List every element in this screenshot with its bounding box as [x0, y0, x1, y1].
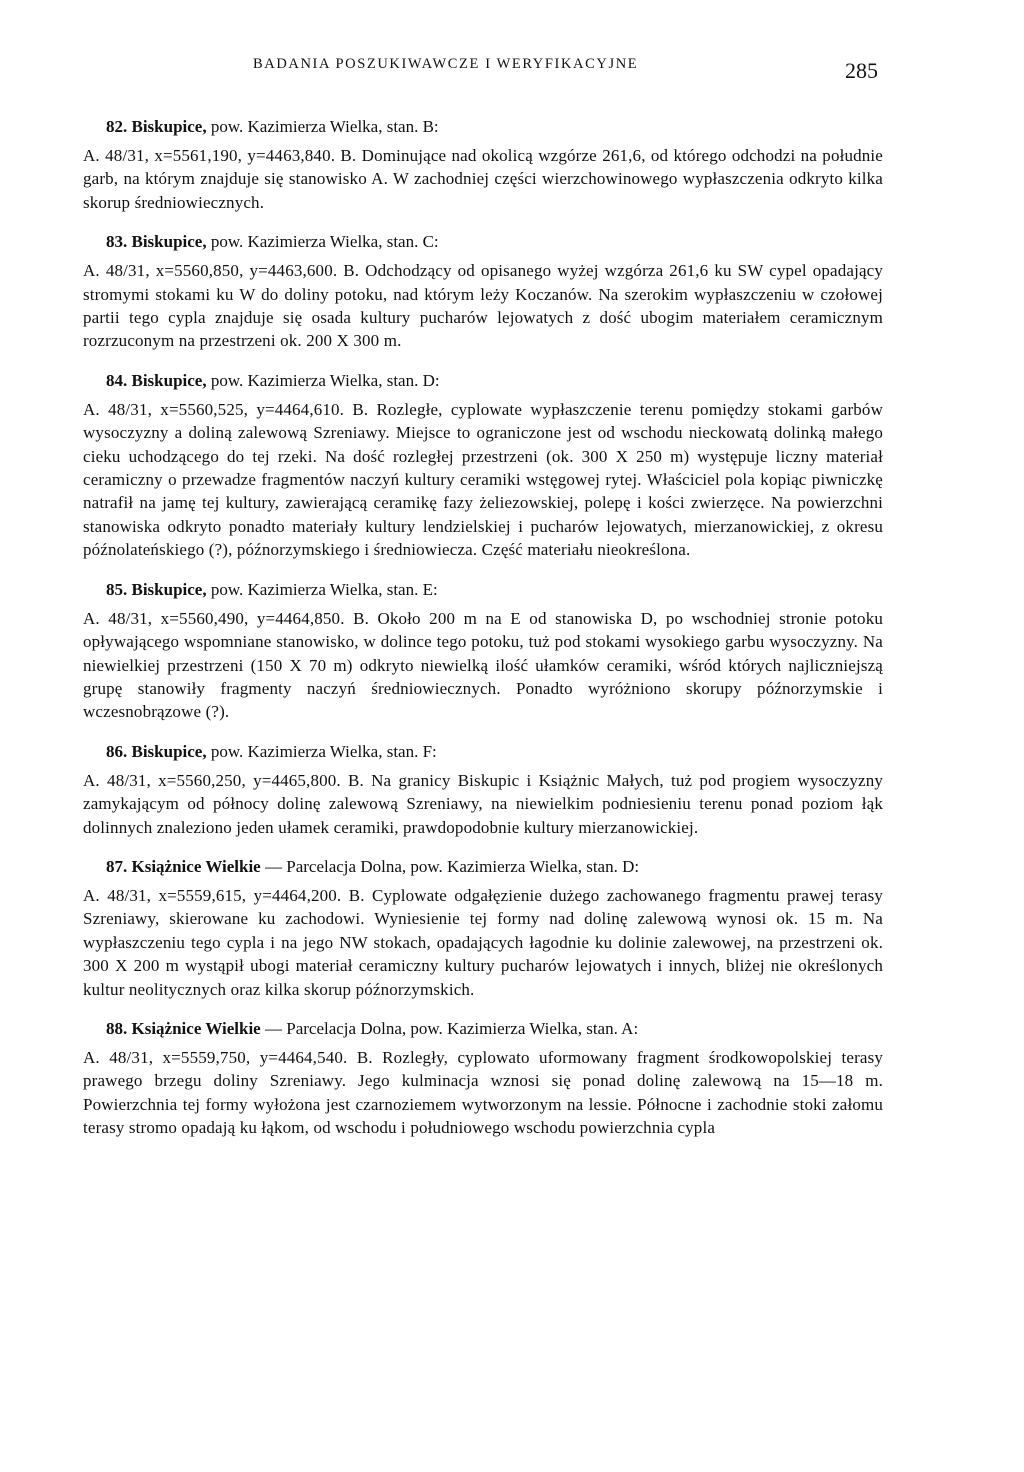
entry-admin: pow. Kazimierza Wielka, stan. D:	[210, 370, 440, 390]
entry-number: 85.	[106, 579, 128, 599]
entry-number: 87.	[106, 856, 128, 876]
entry-text: A. 48/31, x=5560,250, y=4465,800. B. Na granicy Biskupic i Książnic Małych, tuż pod progiem wysoczyzny zamykającym od północy dolinę zalewową Szreniawy, na niewielkim podniesieniu terenu ponad poziom łąk dolinnych znaleziono jeden ułamek ceramiki, prawdopodobnie kultury mierzanowickiej.	[83, 770, 883, 837]
entry-heading	[83, 576, 883, 604]
entry-text: A. 48/31, x=5560,850, y=4463,600. B. Odchodzący od opisanego wyżej wzgórza 261,6 ku SW cypel opadający stromymi stokami ku W do doliny potoku, nad którym leży Koczanów. Na szerokim wypłaszczeniu w czołowej partii tego cypla znajduje się osada kultury pucharów lejowatych z dość ubogim materiałem ceramicznym rozrzuconym na przestrzeni ok. 200 X 300 m.	[83, 261, 883, 351]
entry-text: A. 48/31, x=5559,750, y=4464,540. B. Rozległy, cyplowato uformowany fragment środkowopolskiej terasy prawego brzegu doliny Szreniawy. Jego kulminacja wznosi się ponad dolinę zalewową na 15—18 m. Powierzchnia tej formy wyłożona jest czarnoziemem wytworzonym na lessie. Północne i zachodnie stoki załomu terasy stromo opadają ku łąkom, od wschodu i południowego wschodu powierzchnia cypla	[83, 1047, 883, 1138]
running-head: BADANIA POSZUKIWAWCZE I WERYFIKACYJNE	[253, 56, 639, 72]
entry-number: 86.	[106, 741, 128, 761]
entry-location: Biskupice,	[131, 117, 207, 136]
entry-text: A. 48/31, x=5560,490, y=4464,850. B. Około 200 m na E od stanowiska D, po wschodniej stronie potoku opływającego wspomniane stanowisko, w dolince tego potoku, tuż pod stokami wysokiego garbu wysoczyzny. Na niewielkiej przestrzeni (150 X 70 m) odkryto niewielką ilość ułamków ceramiki, wśród których najliczniejszą grupę stanowiły fragmenty naczyń średniowiecznych. Ponadto wyróżniono skorupy późnorzymskie i wczesnobrązowe (?).	[83, 608, 883, 722]
entry-number: 82.	[106, 117, 128, 136]
entry-location: Biskupice,	[131, 370, 207, 390]
entry-number: 88.	[106, 1018, 128, 1038]
entry-heading	[83, 228, 883, 256]
entry-heading	[83, 1015, 883, 1043]
entry-text: A. 48/31, x=5560,525, y=4464,610. B. Rozległe, cyplowate wypłaszczenie terenu pomiędzy stokami garbów wysoczyzny a doliną zalewową Szreniawy. Miejsce to ograniczone jest od wschodu nieckowatą dolinką małego cieku uchodzącego do tej rzeki. Na dość rozległej przestrzeni (ok. 300 X 250 m) występuje liczny materiał ceramiczny o przewadze fragmentów naczyń kultury ceramiki wstęgowej rytej. Właściciel pola kopiąc piwniczkę natrafił na jamę tej kultury, zawierającą ceramikę fazy żeliezowskiej, polepę i kości zwierzęce. Na powierzchni stanowiska odkryto ponadto materiały kultury lendzielskiej i pucharów lejowatych, mierzanowickiej, z okresu późnolateńskiego (?), późnorzymskiego i średniowiecza. Część materiału nieokreślona.	[83, 399, 883, 560]
page-body	[83, 113, 883, 1154]
entry-location: Książnice Wielkie	[131, 856, 261, 876]
entry-84	[83, 367, 883, 562]
page-number: 285	[845, 58, 878, 83]
entry-admin: pow. Kazimierza Wielka, stan. C:	[210, 232, 439, 252]
entry-82	[83, 113, 883, 214]
entry-admin: pow. Kazimierza Wielka, stan. E:	[210, 579, 438, 599]
entry-heading	[83, 113, 883, 141]
entry-admin: — Parcelacja Dolna, pow. Kazimierza Wielka, stan. D:	[264, 856, 640, 876]
entry-admin: pow. Kazimierza Wielka, stan. F:	[210, 741, 437, 761]
entry-location: Biskupice,	[131, 579, 207, 599]
entry-text: A. 48/31, x=5559,615, y=4464,200. B. Cyplowate odgałęzienie dużego zachowanego fragmentu prawej terasy Szreniawy, skierowane ku zachodowi. Wyniesienie tej formy nad dolinę zalewową wynosi ok. 15 m. Na wypłaszczeniu tego cypla i na jego NW stokach, opadających łagodnie ku dolinie zalewowej, na przestrzeni ok. 300 X 200 m wystąpił ubogi materiał ceramiczny kultury pucharów lejowatych i innych, bliżej nie określonych kultur neolitycznych oraz kilka skorup późnorzymskich.	[83, 885, 883, 999]
entry-number: 84.	[106, 370, 128, 390]
entry-number: 83.	[106, 232, 128, 252]
entry-admin: — Parcelacja Dolna, pow. Kazimierza Wielka, stan. A:	[264, 1018, 639, 1038]
entry-85	[83, 576, 883, 724]
entry-heading	[83, 367, 883, 395]
entry-text: A. 48/31, x=5561,190, y=4463,840. B. Dominujące nad okolicą wzgórze 261,6, od którego odchodzi na południe garb, na którym znajduje się stanowisko A. W zachodniej części wierzchowinowego wypłaszczenia odkryto kilka skorup średniowiecznych.	[83, 146, 883, 212]
entry-location: Książnice Wielkie	[131, 1018, 261, 1038]
entry-86	[83, 738, 883, 839]
entry-heading	[83, 853, 883, 881]
entry-87	[83, 853, 883, 1001]
entry-admin: pow. Kazimierza Wielka, stan. B:	[210, 117, 439, 136]
entry-heading	[83, 738, 883, 766]
entry-location: Biskupice,	[131, 741, 207, 761]
entry-83	[83, 228, 883, 353]
entry-location: Biskupice,	[131, 232, 207, 252]
entry-88	[83, 1015, 883, 1140]
